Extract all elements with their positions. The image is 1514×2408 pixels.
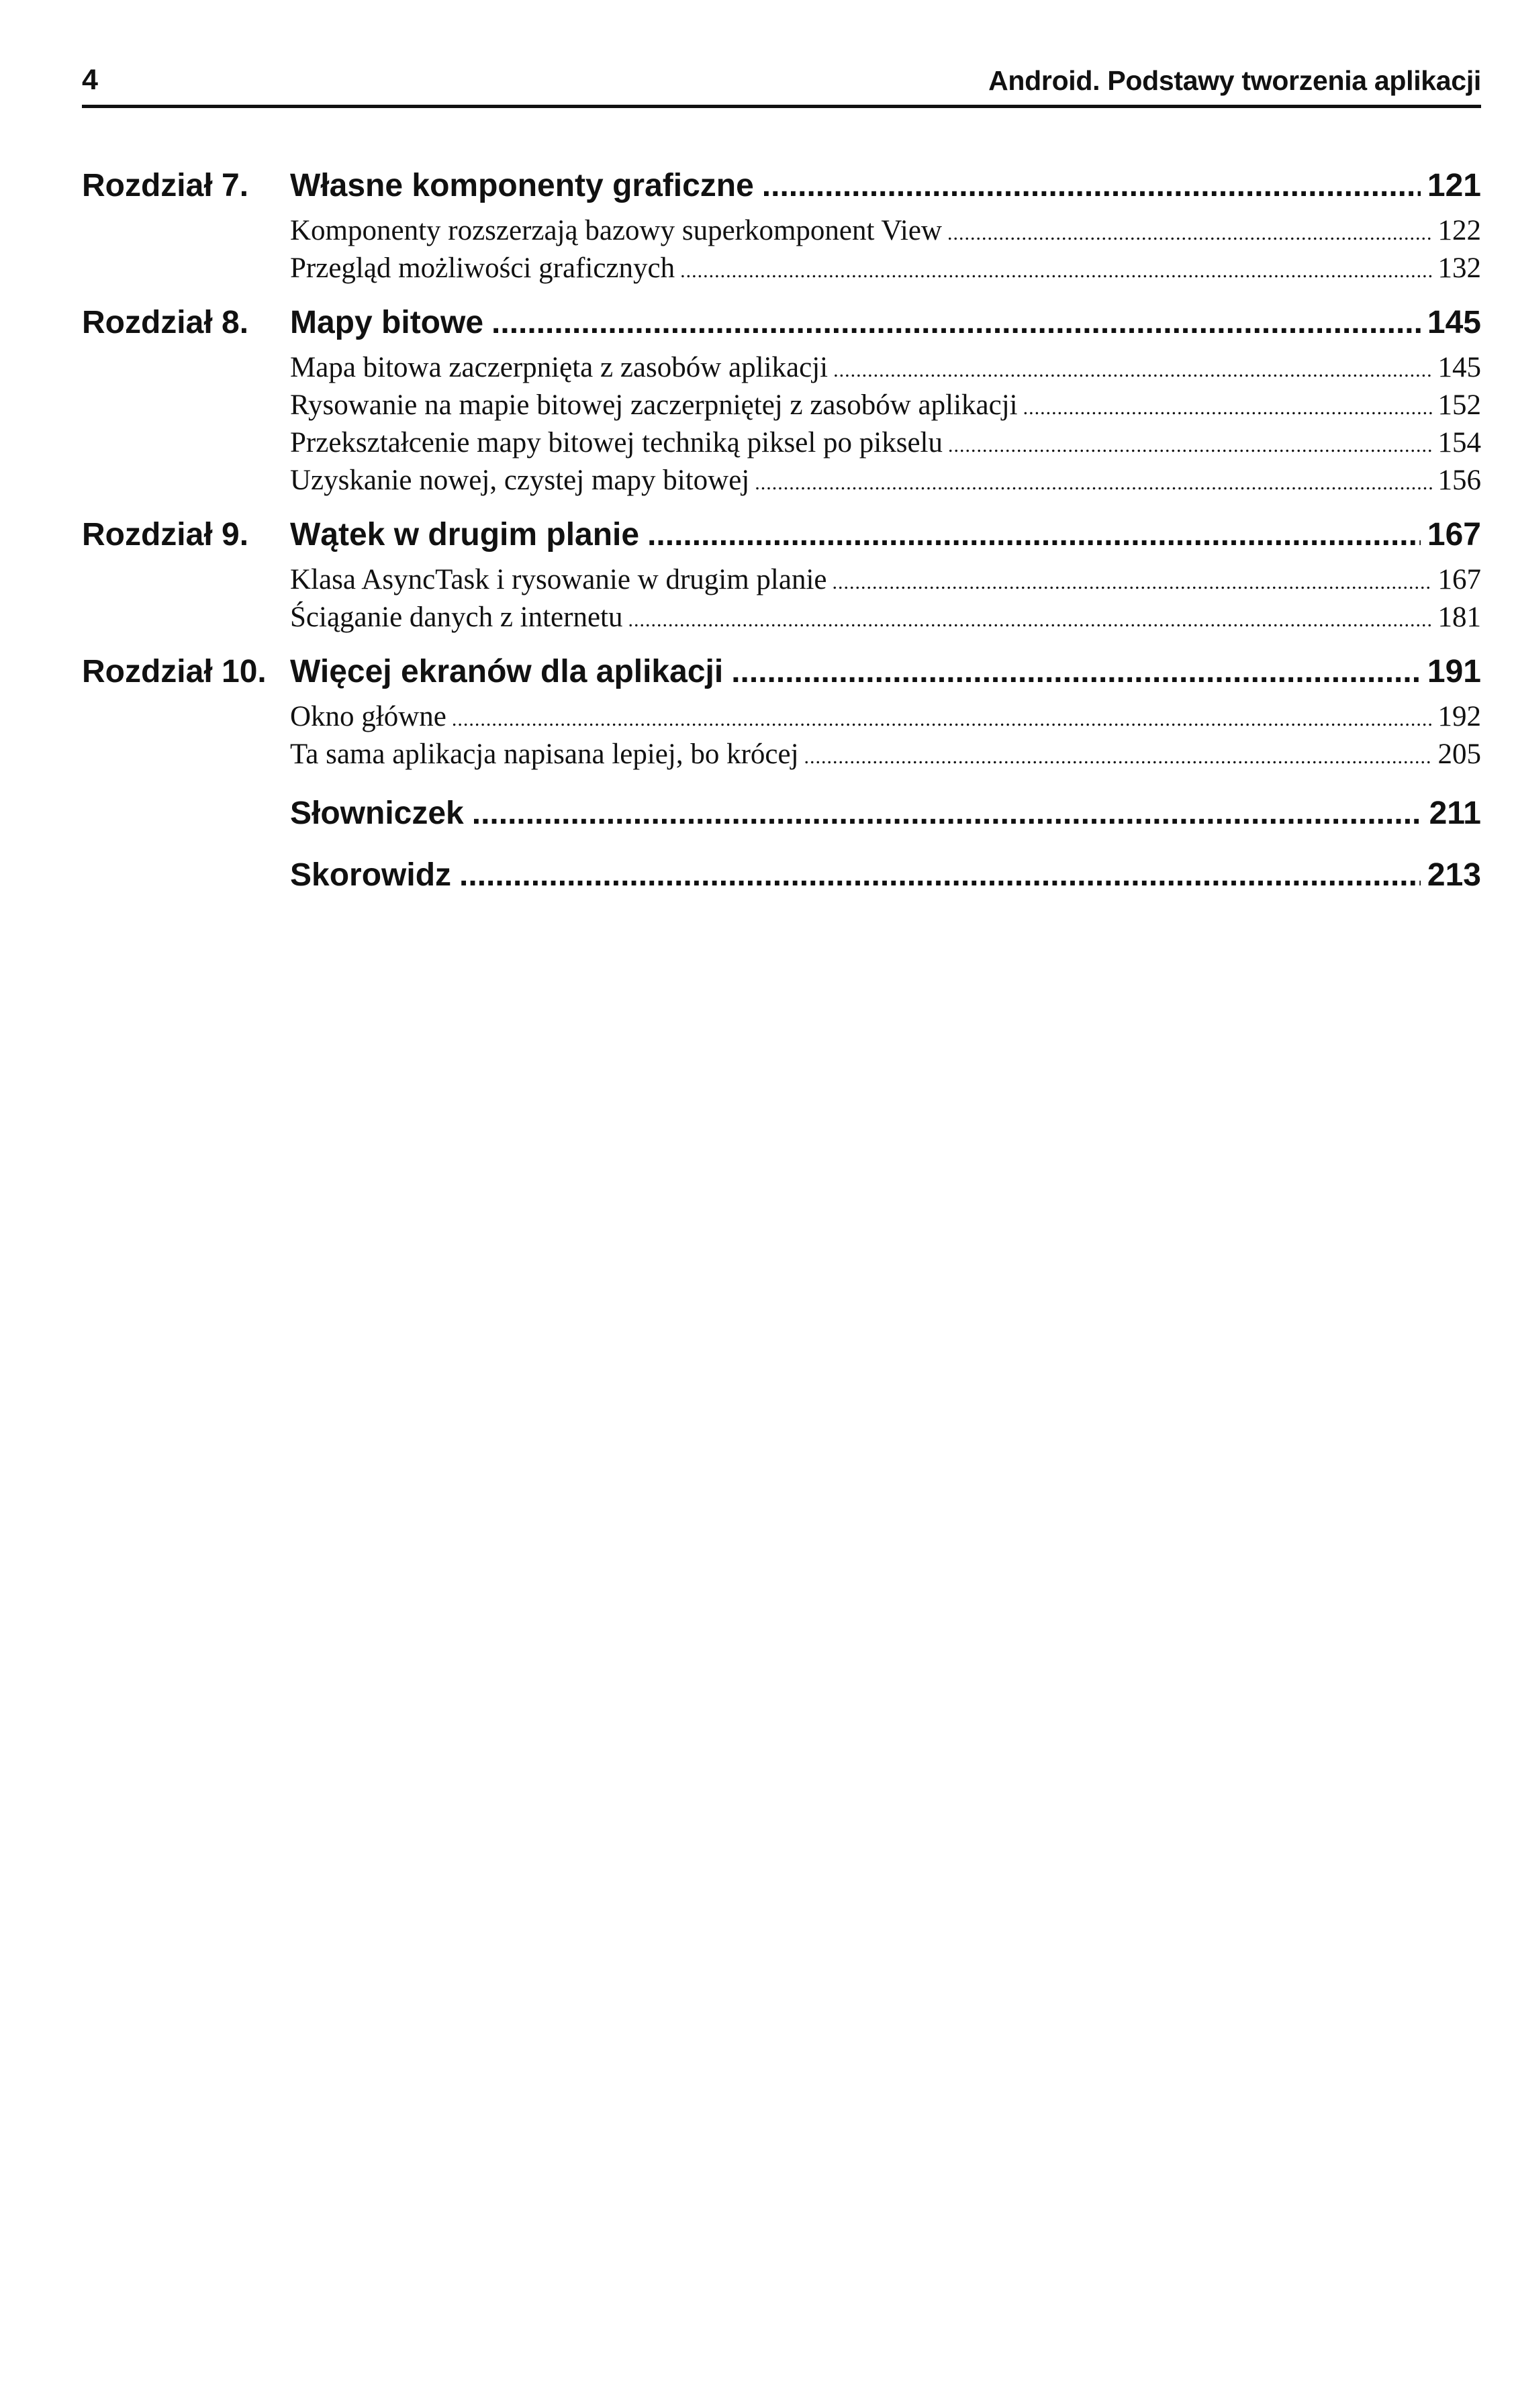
dot-leader <box>1023 389 1433 427</box>
chapter-title: Więcej ekranów dla aplikacji <box>290 654 724 689</box>
section-page-number: 192 <box>1437 701 1481 732</box>
section-page-number: 181 <box>1437 601 1481 633</box>
dot-leader <box>948 427 1433 465</box>
page-header <box>82 58 1481 106</box>
section-title: Ściąganie danych z internetu <box>290 601 623 633</box>
dot-leader <box>647 509 1421 561</box>
chapter-label: Rozdział 10. <box>82 654 267 689</box>
section-entry[interactable] <box>82 349 1481 387</box>
dot-leader <box>947 215 1433 252</box>
section-page-number: 145 <box>1437 352 1481 383</box>
toc-chapter-8 <box>82 297 1481 499</box>
dot-leader <box>731 646 1421 698</box>
section-title: Rysowanie na mapie bitowej zaczerpniętej z zasobów aplikacji <box>290 389 1018 421</box>
section-entry[interactable] <box>82 424 1481 462</box>
chapter-page-number: 145 <box>1427 305 1481 340</box>
section-entry[interactable] <box>82 599 1481 636</box>
section-entry[interactable] <box>82 462 1481 499</box>
extra-title: Skorowidz <box>290 857 452 893</box>
section-title: Mapa bitowa zaczerpnięta z zasobów aplikacji <box>290 352 829 383</box>
running-title: Android. Podstawy tworzenia aplikacji <box>988 65 1481 96</box>
chapter-page-number: 191 <box>1427 654 1481 689</box>
extra-page-number: 213 <box>1427 857 1481 893</box>
chapter-label: Rozdział 8. <box>82 305 249 340</box>
dot-leader <box>804 738 1433 776</box>
section-page-number: 152 <box>1437 389 1481 421</box>
dot-leader <box>680 252 1432 290</box>
toc-chapter-9 <box>82 509 1481 636</box>
chapter-entry[interactable] <box>82 646 1481 698</box>
section-page-number: 205 <box>1437 738 1481 770</box>
section-entry[interactable] <box>82 736 1481 773</box>
section-page-number: 132 <box>1437 252 1481 284</box>
section-title: Komponenty rozszerzają bazowy superkomponent View <box>290 215 942 246</box>
chapter-title: Mapy bitowe <box>290 305 484 340</box>
toc-index[interactable] <box>82 845 1481 906</box>
section-entry[interactable] <box>82 212 1481 250</box>
section-title: Przegląd możliwości graficznych <box>290 252 675 284</box>
toc-glossary[interactable] <box>82 783 1481 845</box>
section-entry[interactable] <box>82 250 1481 287</box>
section-title: Uzyskanie nowej, czystej mapy bitowej <box>290 465 750 496</box>
dot-leader <box>755 465 1432 502</box>
chapter-page-number: 121 <box>1427 168 1481 203</box>
page-number: 4 <box>82 64 98 96</box>
section-entry[interactable] <box>82 698 1481 736</box>
section-entry[interactable] <box>82 387 1481 424</box>
dot-leader <box>452 701 1433 738</box>
dot-leader <box>833 352 1432 389</box>
section-title: Ta sama aplikacja napisana lepiej, bo krócej <box>290 738 799 770</box>
chapter-entry[interactable] <box>82 509 1481 561</box>
toc-chapter-10 <box>82 646 1481 773</box>
section-page-number: 167 <box>1437 564 1481 595</box>
table-of-contents <box>82 160 1481 906</box>
section-entry[interactable] <box>82 561 1481 599</box>
dot-leader <box>628 601 1433 639</box>
section-title: Okno główne <box>290 701 446 732</box>
dot-leader <box>762 160 1421 212</box>
chapter-label: Rozdział 7. <box>82 168 249 203</box>
dot-leader <box>491 297 1421 349</box>
section-page-number: 156 <box>1437 465 1481 496</box>
section-page-number: 122 <box>1437 215 1481 246</box>
chapter-page-number: 167 <box>1427 517 1481 552</box>
dot-leader <box>833 564 1433 601</box>
chapter-title: Własne komponenty graficzne <box>290 168 754 203</box>
header-rule <box>82 105 1481 108</box>
chapter-label: Rozdział 9. <box>82 517 249 552</box>
section-page-number: 154 <box>1437 427 1481 459</box>
section-title: Klasa AsyncTask i rysowanie w drugim planie <box>290 564 827 595</box>
toc-chapter-7 <box>82 160 1481 287</box>
extra-title: Słowniczek <box>290 796 464 831</box>
chapter-entry[interactable] <box>82 297 1481 349</box>
extra-page-number: 211 <box>1429 796 1481 831</box>
chapter-entry[interactable] <box>82 160 1481 212</box>
dot-leader <box>459 845 1421 906</box>
section-title: Przekształcenie mapy bitowej techniką piksel po pikselu <box>290 427 943 459</box>
dot-leader <box>472 783 1423 845</box>
chapter-title: Wątek w drugim planie <box>290 517 640 552</box>
